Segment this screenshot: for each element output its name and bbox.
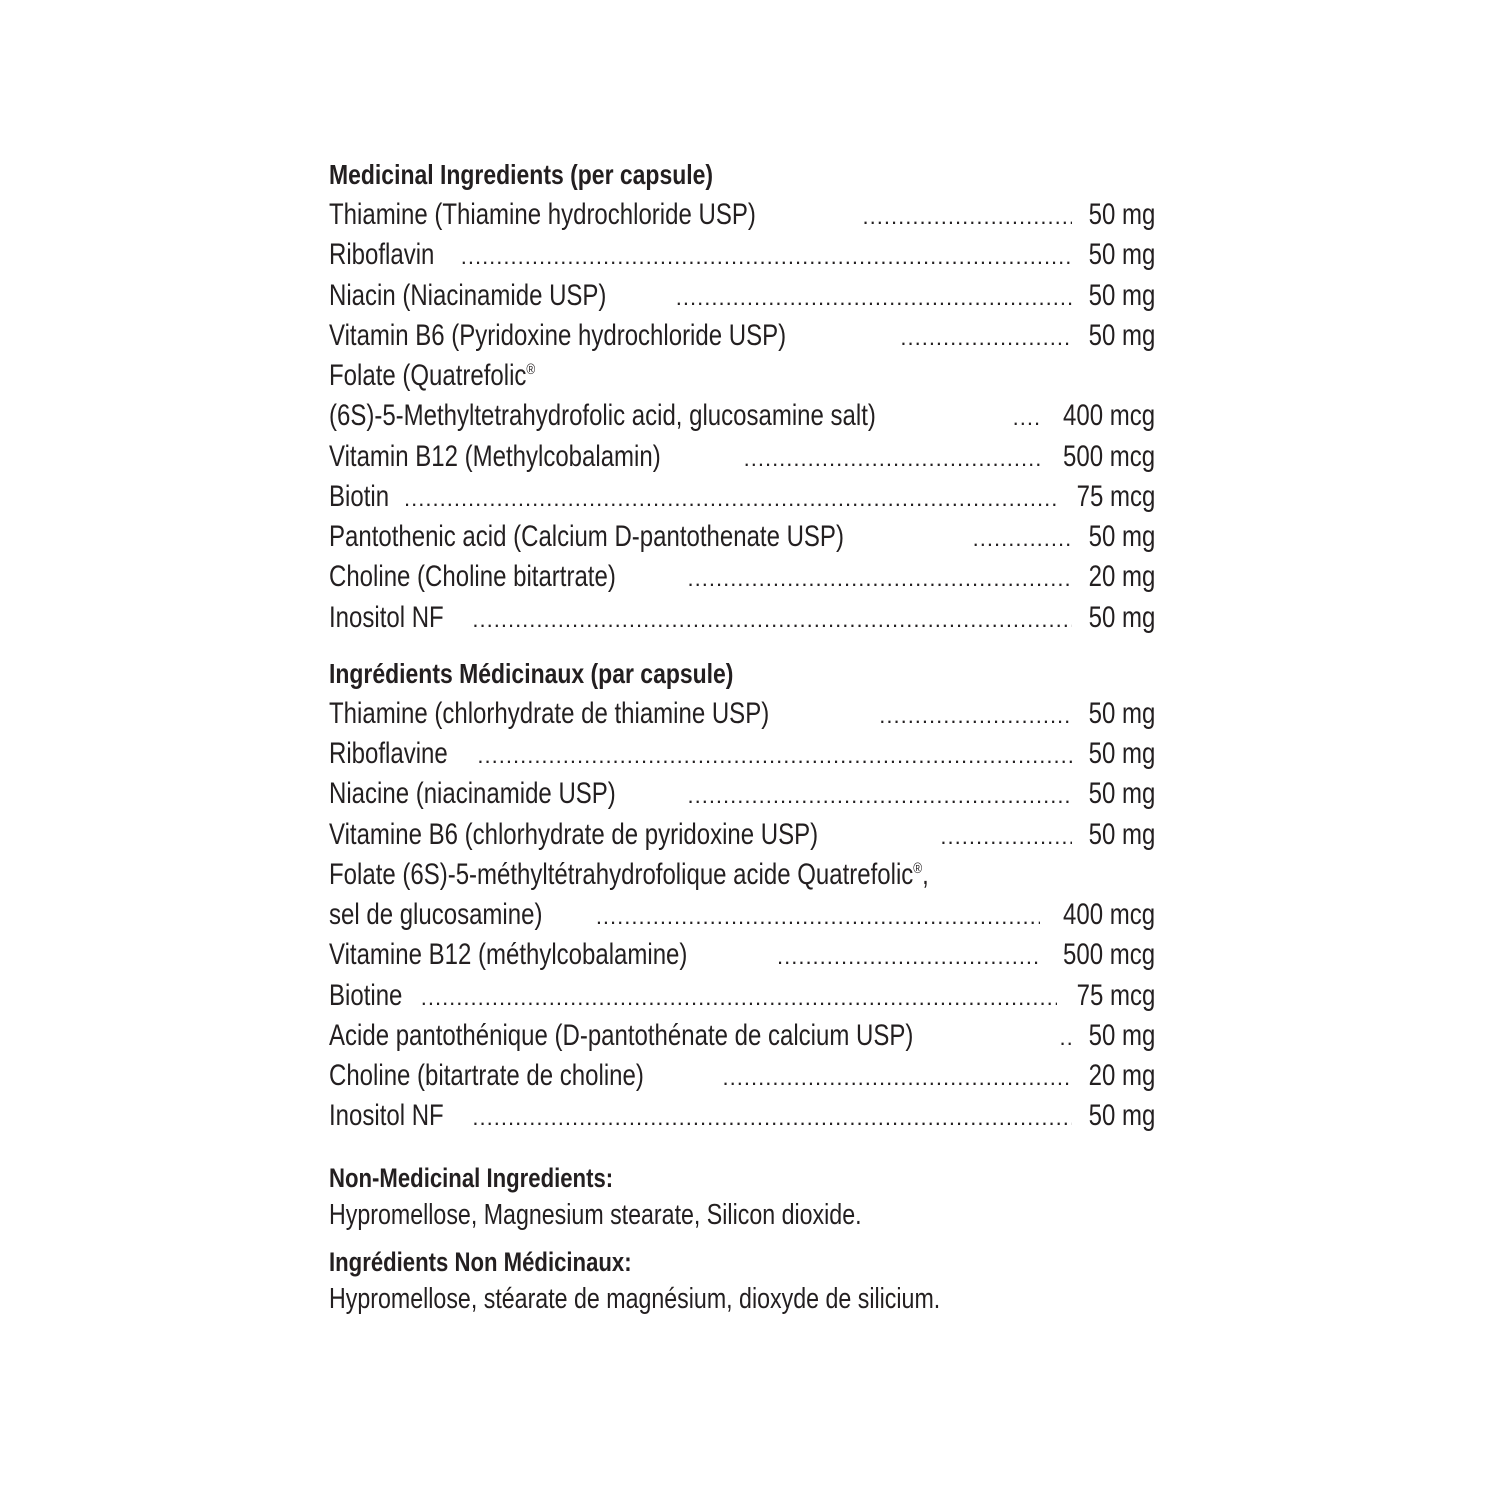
ingredient-name: Choline (bitartrate de choline): [329, 1059, 644, 1092]
ingredient-amount: 50 mg: [1088, 817, 1155, 851]
ingredient-amount: 50 mg: [1088, 1099, 1155, 1133]
medicinal-ingredients-heading-en: Medicinal Ingredients (per capsule): [329, 159, 714, 190]
dot-leader: [863, 197, 1072, 235]
ingredient-name: Folate (6S)-5-méthyltétrahydrofolique acide Quatrefolic®,: [329, 857, 929, 891]
dot-leader: [900, 318, 1071, 356]
ingredient-amount: 20 mg: [1088, 560, 1155, 594]
ingredient-amount: 50 mg: [1088, 520, 1155, 553]
ingredient-amount: 500 mcg: [1062, 439, 1155, 473]
ingredient-name: Acide pantothénique (D-pantothénate de calcium USP): [329, 1018, 914, 1052]
ingredient-name: Niacine (niacinamide USP): [329, 777, 616, 811]
non-medicinal-text-en: Hypromellose, Magnesium stearate, Silicon dioxide.: [329, 1198, 862, 1231]
non-medicinal-text-fr: Hypromellose, stéarate de magnésium, dioxyde de silicium.: [329, 1282, 941, 1315]
ingredient-row: [329, 976, 1155, 1016]
registered-mark: ®: [913, 859, 923, 877]
ingredient-row: [329, 396, 1155, 436]
ingredient-row: [329, 774, 1155, 814]
ingredient-amount: 50 mg: [1088, 318, 1155, 352]
dot-leader: [461, 237, 1072, 275]
ingredient-name: Inositol NF: [329, 600, 444, 634]
ingredient-row: [329, 734, 1155, 774]
ingredient-name: Vitamin B6 (Pyridoxine hydrochloride USP): [329, 318, 787, 352]
ingredient-row: [329, 437, 1155, 477]
ingredient-row: [329, 517, 1155, 557]
ingredient-row: [329, 598, 1155, 638]
ingredient-name: Riboflavine: [329, 737, 448, 770]
dot-leader: [421, 978, 1057, 1016]
ingredient-name: Inositol NF: [329, 1099, 444, 1133]
ingredient-name: (6S)-5-Methyltetrahydrofolic acid, glucosamine salt): [329, 399, 876, 433]
ingredient-row: [329, 316, 1155, 356]
dot-leader: [472, 600, 1071, 638]
ingredient-row: [329, 815, 1155, 855]
ingredient-amount: 50 mg: [1088, 1018, 1155, 1052]
dot-leader: [723, 1058, 1072, 1096]
section-spacer: [329, 1233, 1155, 1243]
ingredient-row: [329, 855, 1155, 895]
ingredient-amount: 50 mg: [1088, 696, 1155, 730]
ingredient-row: [329, 694, 1155, 734]
non-medicinal-heading-en: Non-Medicinal Ingredients:: [329, 1162, 614, 1193]
ingredients-panel: [329, 155, 1155, 1317]
ingredient-amount: 50 mg: [1088, 238, 1155, 272]
ingredient-name: Niacin (Niacinamide USP): [329, 278, 607, 312]
section-spacer: [329, 638, 1155, 654]
dot-leader: [1059, 1018, 1071, 1056]
ingredient-amount: 75 mcg: [1076, 479, 1155, 513]
ingredient-name: Biotin: [329, 479, 390, 513]
ingredient-row: [329, 1056, 1155, 1096]
ingredient-amount: 20 mg: [1088, 1059, 1155, 1092]
dot-leader: [687, 776, 1071, 814]
dot-leader: [879, 696, 1071, 734]
dot-leader: [688, 559, 1072, 597]
ingredient-row: [329, 895, 1155, 935]
ingredient-amount: 400 mcg: [1062, 399, 1155, 433]
ingredient-name: Choline (Choline bitartrate): [329, 560, 616, 594]
ingredient-row: [329, 195, 1155, 235]
dot-leader: [472, 1098, 1071, 1136]
ingredient-amount: 50 mg: [1088, 737, 1155, 770]
ingredient-name: Riboflavin: [329, 238, 435, 272]
ingredient-amount: 50 mg: [1088, 777, 1155, 811]
ingredient-name: Biotine: [329, 978, 403, 1012]
ingredient-amount: 50 mg: [1088, 600, 1155, 634]
dot-leader: [1013, 398, 1040, 436]
ingredient-row: [329, 276, 1155, 316]
ingredient-row: [329, 235, 1155, 275]
dot-leader: [404, 479, 1057, 517]
ingredient-row: [329, 1016, 1155, 1056]
ingredient-name: Vitamine B6 (chlorhydrate de pyridoxine USP): [329, 817, 819, 851]
dot-leader: [676, 278, 1072, 316]
registered-mark: ®: [526, 361, 536, 378]
dot-leader: [744, 439, 1040, 477]
ingredient-name: Thiamine (chlorhydrate de thiamine USP): [329, 696, 770, 730]
dot-leader: [596, 897, 1040, 935]
ingredient-name: Vitamin B12 (Methylcobalamin): [329, 439, 661, 473]
dot-leader: [940, 817, 1071, 855]
dot-leader: [477, 736, 1071, 774]
ingredient-amount: 400 mcg: [1062, 898, 1155, 931]
ingredient-name: Folate (Quatrefolic®: [329, 359, 536, 392]
ingredient-row: [329, 935, 1155, 975]
ingredient-amount: 500 mcg: [1062, 938, 1155, 972]
dot-leader: [973, 519, 1072, 557]
ingredient-row: [329, 1096, 1155, 1136]
ingredient-name: Vitamine B12 (méthylcobalamine): [329, 938, 688, 972]
ingredient-row: [329, 477, 1155, 517]
ingredient-amount: 50 mg: [1088, 278, 1155, 312]
dot-leader: [777, 937, 1040, 975]
ingredient-name: sel de glucosamine): [329, 898, 543, 931]
ingredient-row: [329, 356, 1155, 396]
ingredient-row: [329, 557, 1155, 597]
medicinal-ingredients-heading-fr: Ingrédients Médicinaux (par capsule): [329, 657, 734, 689]
non-medicinal-heading-fr: Ingrédients Non Médicinaux:: [329, 1246, 632, 1277]
ingredient-name: Thiamine (Thiamine hydrochloride USP): [329, 198, 756, 231]
section-spacer: [329, 1137, 1155, 1159]
ingredient-amount: 50 mg: [1088, 198, 1155, 231]
ingredient-name: Pantothenic acid (Calcium D-pantothenate USP): [329, 520, 844, 553]
ingredient-amount: 75 mcg: [1076, 978, 1155, 1012]
